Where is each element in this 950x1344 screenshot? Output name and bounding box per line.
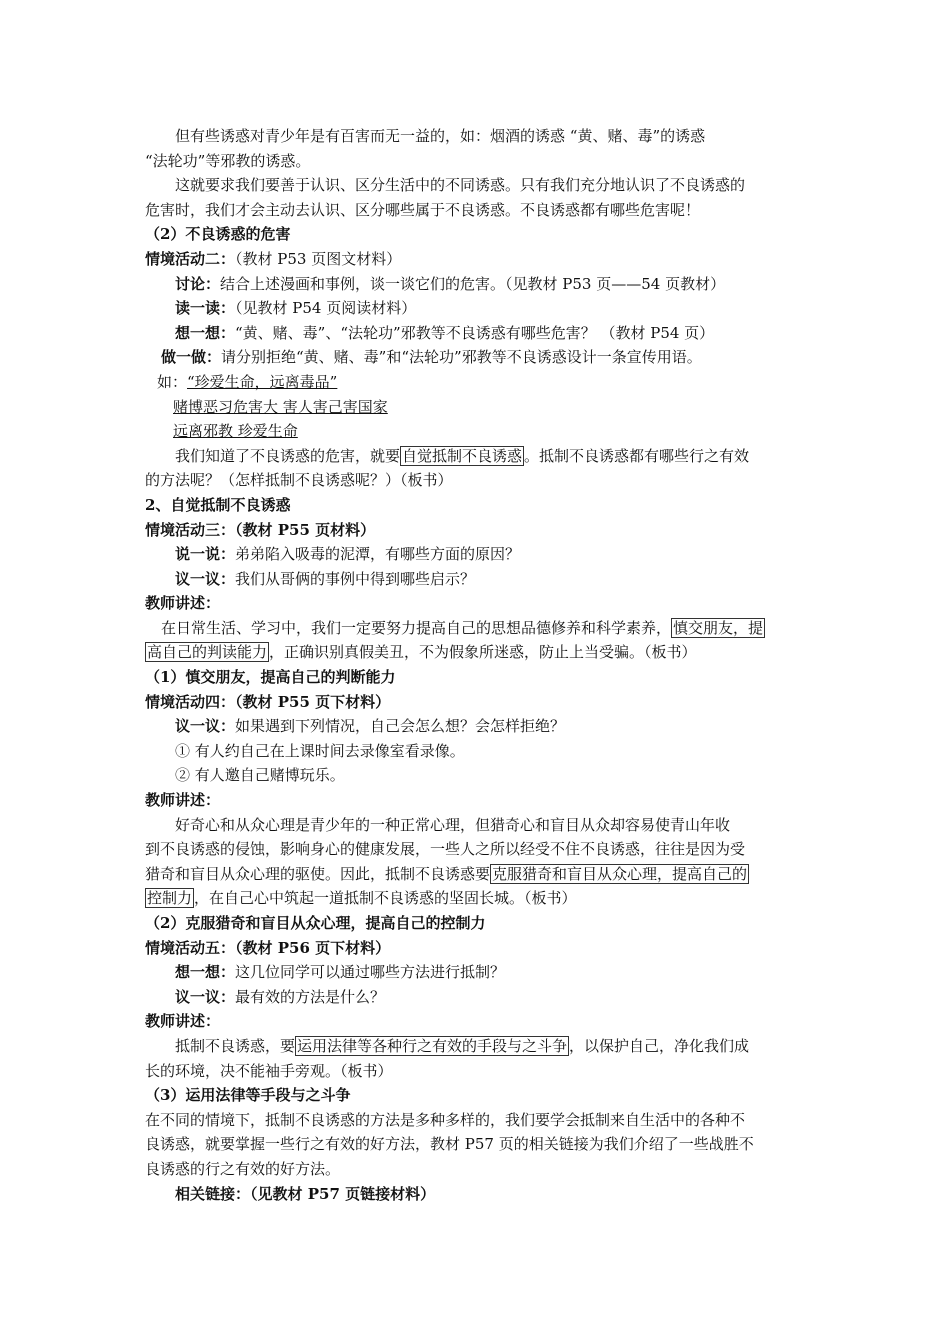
activity-line [145,296,807,321]
activity-heading [145,690,807,715]
paragraph-line [145,468,807,493]
teacher-heading [145,1009,807,1034]
slogan-line [145,395,807,420]
text: 这就要求我们要善于认识、区分生活中的不同诱惑。只有我们充分地认识了不良诱惑的 [175,176,746,195]
paragraph-line [145,149,807,174]
text: 到不良诱惑的侵蚀，影响身心的健康发展，一些人之所以经受不住不良诱惑，往往是因为受 [145,840,746,859]
paragraph-line [145,813,807,838]
boxed-keyword: 运用法律等各种行之有效的手段与之斗争 [297,1036,568,1055]
paragraph-line [145,444,807,469]
text: （见教材 P54 页阅读材料） [235,299,417,318]
text: 相关链接：（见教材 P57 页链接材料） [175,1184,436,1203]
section-heading [145,911,807,936]
paragraph-line [145,1132,807,1157]
list-item [145,739,807,764]
text: 良诱惑的行之有效的好方法。 [145,1159,341,1178]
text: （2）克服猎奇和盲目从众心理，提高自己的控制力 [145,914,486,932]
boxed-keyword: 高自己的判读能力 [147,643,268,662]
paragraph-line [145,1034,807,1059]
text: 在日常生活、学习中，我们一定要努力提高自己的思想品德修养和科学素养， [161,618,672,637]
text: 的方法呢？（怎样抵制不良诱惑呢？）（板书） [145,471,453,490]
section-heading [145,665,807,690]
activity-line [145,985,807,1010]
text: “法轮功”等邪教的诱惑。 [145,151,311,170]
slogan-text: “珍爱生命，远离毒品” [187,372,338,391]
text: ② 有人邀自己赌博玩乐。 [175,766,345,785]
activity-label: 议一议： [175,717,236,736]
slogan-text: 远离邪教 珍爱生命 [173,422,298,441]
text: 如： [157,372,188,391]
text: 结合上述漫画和事例，谈一谈它们的危害。（见教材 P53 页——54 页教材） [220,274,726,293]
text: ① 有人约自己在上课时间去录像室看录像。 [175,741,465,760]
paragraph-line [145,1059,807,1084]
section-heading [145,1083,807,1108]
text: “黄、赌、毒”、“法轮功”邪教等不良诱惑有哪些危害？ （教材 P54 页） [235,323,715,342]
text: 教师讲述： [145,594,221,613]
text: （教材 P53 页图文材料） [235,249,402,268]
slogan-line [145,370,807,395]
text: ，以保护自己，净化我们成 [569,1036,750,1055]
text: 抵制不良诱惑，要 [175,1036,296,1055]
section-heading [145,222,807,247]
text: 我们知道了不良诱惑的危害，就要 [175,446,401,465]
text: （2）不良诱惑的危害 [145,225,291,244]
paragraph-line [145,124,807,149]
teacher-heading [145,788,807,813]
boxed-keyword: 慎交朋友，提 [673,618,764,637]
paragraph-line [145,616,807,641]
text: 教师讲述： [145,1012,221,1031]
document-body [145,124,807,1206]
related-link-heading [145,1182,807,1207]
activity-label: 读一读： [175,299,236,318]
activity-line [145,247,807,272]
text: 2、自觉抵制不良诱惑 [145,495,291,514]
text: 长的环境，决不能袖手旁观。（板书） [145,1061,393,1080]
boxed-keyword: 克服猎奇和盲目从众心理，提高自己的 [492,864,748,883]
activity-label: 想一想： [175,323,236,342]
activity-label: 想一想： [175,963,236,982]
activity-line [145,960,807,985]
text: 情境活动三：（教材 P55 页材料） [145,520,376,539]
list-item [145,763,807,788]
activity-line [145,272,807,297]
text: 如果遇到下列情况，自己会怎么想？会怎样拒绝？ [235,717,566,736]
section-heading [145,493,807,518]
boxed-keyword: 控制力 [147,889,193,908]
slogan-line [145,419,807,444]
text: （3）运用法律等手段与之斗争 [145,1086,351,1105]
activity-line [145,567,807,592]
activity-line [145,345,807,370]
text: 情境活动四：（教材 P55 页下材料） [145,692,391,711]
paragraph-line [145,862,807,887]
boxed-keyword: 自觉抵制不良诱惑 [402,446,523,465]
activity-line [145,321,807,346]
paragraph-line [145,886,807,911]
paragraph-line [145,1157,807,1182]
text: 危害时，我们才会主动去认识、区分哪些属于不良诱惑。不良诱惑都有哪些危害呢！ [145,200,701,219]
text: （1）慎交朋友，提高自己的判断能力 [145,668,396,687]
activity-heading [145,936,807,961]
paragraph-line [145,837,807,862]
paragraph-line [145,173,807,198]
activity-label: 做一做： [161,348,222,367]
text: 好奇心和从众心理是青少年的一种正常心理，但猎奇心和盲目从众却容易使青山年收 [175,815,731,834]
slogan-text: 赌博恶习危害大 害人害己害国家 [173,397,388,416]
text: 弟弟陷入吸毒的泥潭，有哪些方面的原因？ [235,545,521,564]
teacher-heading [145,591,807,616]
paragraph-line [145,1108,807,1133]
activity-label: 议一议： [175,569,236,588]
activity-label: 说一说： [175,545,236,564]
text: 请分别拒绝“黄、赌、毒”和“法轮功”邪教等不良诱惑设计一条宣传用语。 [221,348,702,367]
text: 最有效的方法是什么？ [235,987,386,1006]
text: 情境活动五：（教材 P56 页下材料） [145,938,391,957]
paragraph-line [145,198,807,223]
text: 在不同的情境下，抵制不良诱惑的方法是多种多样的，我们要学会抵制来自生活中的各种不 [145,1110,746,1129]
paragraph-line [145,640,807,665]
activity-line [145,542,807,567]
text: ，正确识别真假美丑，不为假象所迷惑，防止上当受骗。（板书） [269,643,697,662]
text: 这几位同学可以通过哪些方法进行抵制？ [235,963,506,982]
text: 我们从哥俩的事例中得到哪些启示？ [235,569,476,588]
activity-label: 讨论： [175,274,221,293]
text: 良诱惑，就要掌握一些行之有效的好方法，教材 P57 页的相关链接为我们介绍了一些战胜不 [145,1135,754,1154]
activity-label: 情境活动二： [145,249,236,268]
text: 但有些诱惑对青少年是有百害而无一益的，如：烟酒的诱惑 “黄、赌、毒”的诱惑 [175,127,706,145]
activity-heading [145,518,807,543]
text: 。抵制不良诱惑都有哪些行之有效 [524,446,750,465]
text: ，在自己心中筑起一道抵制不良诱惑的坚固长城。（板书） [194,889,577,908]
activity-label: 议一议： [175,987,236,1006]
text: 猎奇和盲目从众心理的驱使。因此，抵制不良诱惑要 [145,864,491,883]
activity-line [145,714,807,739]
text: 教师讲述： [145,791,221,810]
